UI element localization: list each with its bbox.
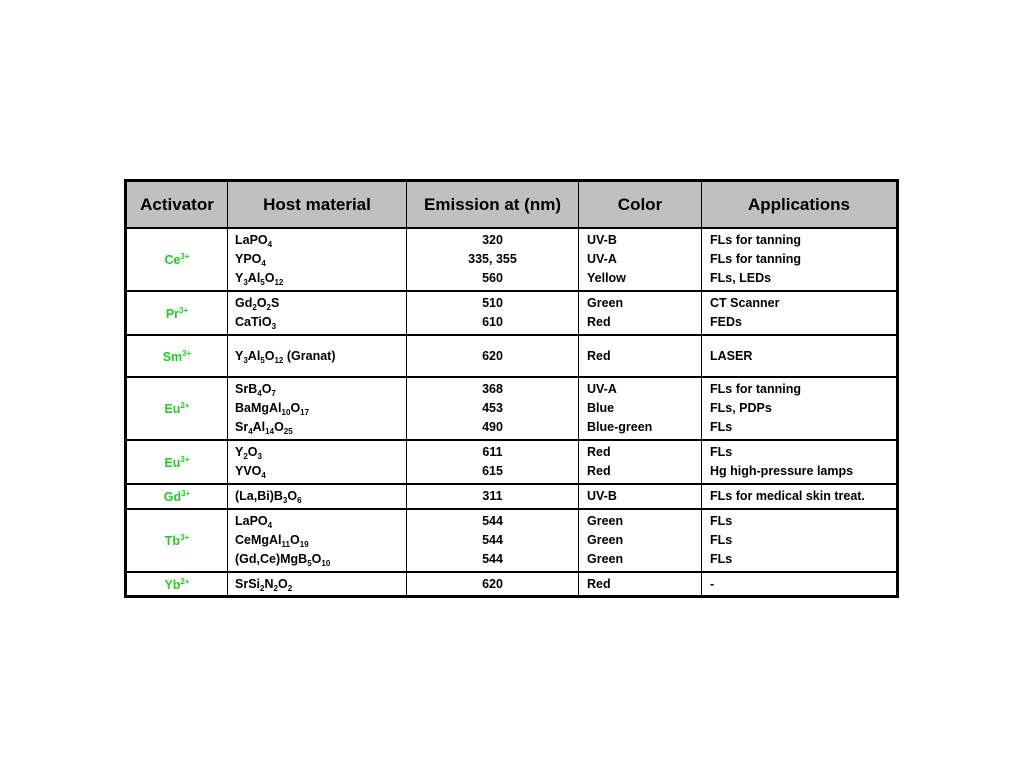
color-value: Green xyxy=(587,552,624,566)
table-header xyxy=(126,181,898,229)
color-value: Red xyxy=(587,348,611,363)
header-activator: Activator xyxy=(126,181,228,229)
host-formula: $Sr_4Al_{14}O_{25}$ xyxy=(235,420,293,436)
color-value: Red xyxy=(587,464,611,478)
emission-cell xyxy=(407,291,579,335)
application-value: FLs for tanning xyxy=(710,382,801,396)
application-value: LASER xyxy=(710,348,753,363)
applications-cell xyxy=(702,572,898,597)
color-value: Green xyxy=(587,533,624,547)
color-cell xyxy=(579,440,702,484)
activator-cell xyxy=(126,228,228,291)
emission-value: 320 xyxy=(482,233,503,247)
application-value: FLs for tanning xyxy=(710,233,801,247)
applications-cell xyxy=(702,228,898,291)
application-value: FLs for medical skin treat. xyxy=(710,489,865,503)
header-emission: Emission at (nm) xyxy=(407,181,579,229)
application-value: FLs, LEDs xyxy=(710,271,772,285)
phosphor-table-container xyxy=(124,179,896,598)
emission-value: 615 xyxy=(482,464,503,478)
color-cell xyxy=(579,228,702,291)
application-value: - xyxy=(710,576,715,591)
activator-charge: 3+ xyxy=(181,489,191,498)
color-cell xyxy=(579,484,702,509)
color-cell xyxy=(579,377,702,440)
color-value: UV-A xyxy=(587,382,617,396)
emission-cell xyxy=(407,572,579,597)
host-material-cell xyxy=(228,509,407,572)
color-value: Blue xyxy=(587,401,615,415)
activator-cell xyxy=(126,509,228,572)
host-material-cell xyxy=(228,572,407,597)
host-formula: $YVO_4$ xyxy=(235,464,266,480)
host-formula: $Y_2O_3$ xyxy=(235,445,262,461)
table-row xyxy=(126,509,898,572)
application-value: FLs xyxy=(710,552,733,566)
color-value: Blue-green xyxy=(587,420,653,434)
activator-cell xyxy=(126,291,228,335)
emission-value: 544 xyxy=(482,533,503,547)
host-formula: $(Gd,Ce)MgB_5O_{10}$ xyxy=(235,552,331,568)
phosphor-table xyxy=(124,179,899,598)
host-formula: $SrB_4O_7$ xyxy=(235,382,276,398)
activator-charge: 3+ xyxy=(180,533,190,542)
host-formula: CaTiO$_3$ xyxy=(235,315,277,331)
color-value: UV-B xyxy=(587,233,617,247)
color-cell xyxy=(579,291,702,335)
color-value: Red xyxy=(587,445,611,459)
host-material-cell xyxy=(228,335,407,377)
header-host-material: Host material xyxy=(228,181,407,229)
host-material-cell xyxy=(228,484,407,509)
application-value: FEDs xyxy=(710,315,742,329)
activator-element: Eu xyxy=(164,455,181,470)
activator-charge: 2+ xyxy=(180,576,190,586)
application-value: FLs for tanning xyxy=(710,252,801,266)
activator-element: Yb xyxy=(164,577,181,592)
application-value: FLs, PDPs xyxy=(710,401,772,415)
emission-cell xyxy=(407,377,579,440)
host-formula: $Gd_2O_2S$ xyxy=(235,296,280,312)
header-color: Color xyxy=(579,181,702,229)
activator-element: Ce xyxy=(164,253,181,267)
emission-cell xyxy=(407,335,579,377)
host-formula: $BaMgAl_{10}O_{17}$ xyxy=(235,401,310,417)
activator-charge: 2+ xyxy=(180,401,190,410)
table-row xyxy=(126,291,898,335)
host-material-cell xyxy=(228,377,407,440)
emission-value: 335, 355 xyxy=(468,252,517,266)
application-value: FLs xyxy=(710,445,733,459)
color-value: Green xyxy=(587,296,624,310)
header-row xyxy=(126,181,898,229)
activator-element: Sm xyxy=(162,349,183,364)
host-formula: LaPO$_4$ xyxy=(235,514,273,530)
table-row xyxy=(126,377,898,440)
emission-value: 510 xyxy=(482,296,503,310)
activator-element: Gd xyxy=(163,490,182,504)
emission-value: 610 xyxy=(482,315,503,329)
applications-cell xyxy=(702,484,898,509)
host-formula: $CeMgAl_{11}O_{19}$ xyxy=(235,533,309,549)
color-value: Red xyxy=(587,315,611,329)
activator-element: Tb xyxy=(164,534,181,548)
host-formula: $Y_3Al_5O_{12}$ xyxy=(235,271,284,287)
activator-element: Eu xyxy=(164,402,181,416)
emission-value: 453 xyxy=(482,401,503,415)
emission-cell xyxy=(407,509,579,572)
activator-charge: 3+ xyxy=(179,305,189,315)
emission-cell xyxy=(407,440,579,484)
applications-cell xyxy=(702,440,898,484)
applications-cell xyxy=(702,509,898,572)
host-formula: $YPO_4$ xyxy=(235,252,266,268)
color-value: Red xyxy=(587,576,611,591)
applications-cell xyxy=(702,377,898,440)
table-body xyxy=(126,228,898,597)
color-value: UV-B xyxy=(587,489,617,503)
host-formula: $Y_3Al_5O_{12}$ (Granat) xyxy=(235,348,336,365)
application-value: FLs xyxy=(710,514,733,528)
activator-charge: 3+ xyxy=(180,252,190,261)
activator-element: Pr xyxy=(165,306,180,321)
activator-cell xyxy=(126,484,228,509)
applications-cell xyxy=(702,291,898,335)
emission-value: 311 xyxy=(482,489,503,503)
color-value: Green xyxy=(587,514,624,528)
activator-cell xyxy=(126,440,228,484)
activator-cell xyxy=(126,572,228,597)
emission-cell xyxy=(407,228,579,291)
applications-cell xyxy=(702,335,898,377)
activator-charge: 3+ xyxy=(180,454,190,464)
host-material-cell xyxy=(228,440,407,484)
emission-value: 490 xyxy=(482,420,503,434)
activator-charge: 3+ xyxy=(182,348,192,358)
emission-value: 620 xyxy=(482,348,503,363)
activator-cell xyxy=(126,335,228,377)
application-value: FLs xyxy=(710,533,733,547)
activator-cell xyxy=(126,377,228,440)
application-value: FLs xyxy=(710,420,733,434)
emission-value: 620 xyxy=(482,576,503,591)
color-value: UV-A xyxy=(587,252,617,266)
table-row xyxy=(126,572,898,597)
table-row xyxy=(126,440,898,484)
header-applications: Applications xyxy=(702,181,898,229)
emission-value: 544 xyxy=(482,552,503,566)
emission-value: 611 xyxy=(482,445,503,459)
table-row xyxy=(126,228,898,291)
host-formula: $SrSi_2N_2O_2$ xyxy=(235,576,293,593)
color-cell xyxy=(579,335,702,377)
table-row xyxy=(126,484,898,509)
host-formula: LaPO$_4$ xyxy=(235,233,273,249)
color-cell xyxy=(579,509,702,572)
table-row xyxy=(126,335,898,377)
emission-value: 368 xyxy=(482,382,503,396)
color-cell xyxy=(579,572,702,597)
application-value: Hg high-pressure lamps xyxy=(710,464,854,478)
application-value: CT Scanner xyxy=(710,296,780,310)
emission-cell xyxy=(407,484,579,509)
color-value: Yellow xyxy=(587,271,626,285)
emission-value: 544 xyxy=(482,514,503,528)
host-formula: $(La,Bi)B_3O_6$ xyxy=(235,489,302,505)
host-material-cell xyxy=(228,228,407,291)
host-material-cell xyxy=(228,291,407,335)
emission-value: 560 xyxy=(482,271,503,285)
